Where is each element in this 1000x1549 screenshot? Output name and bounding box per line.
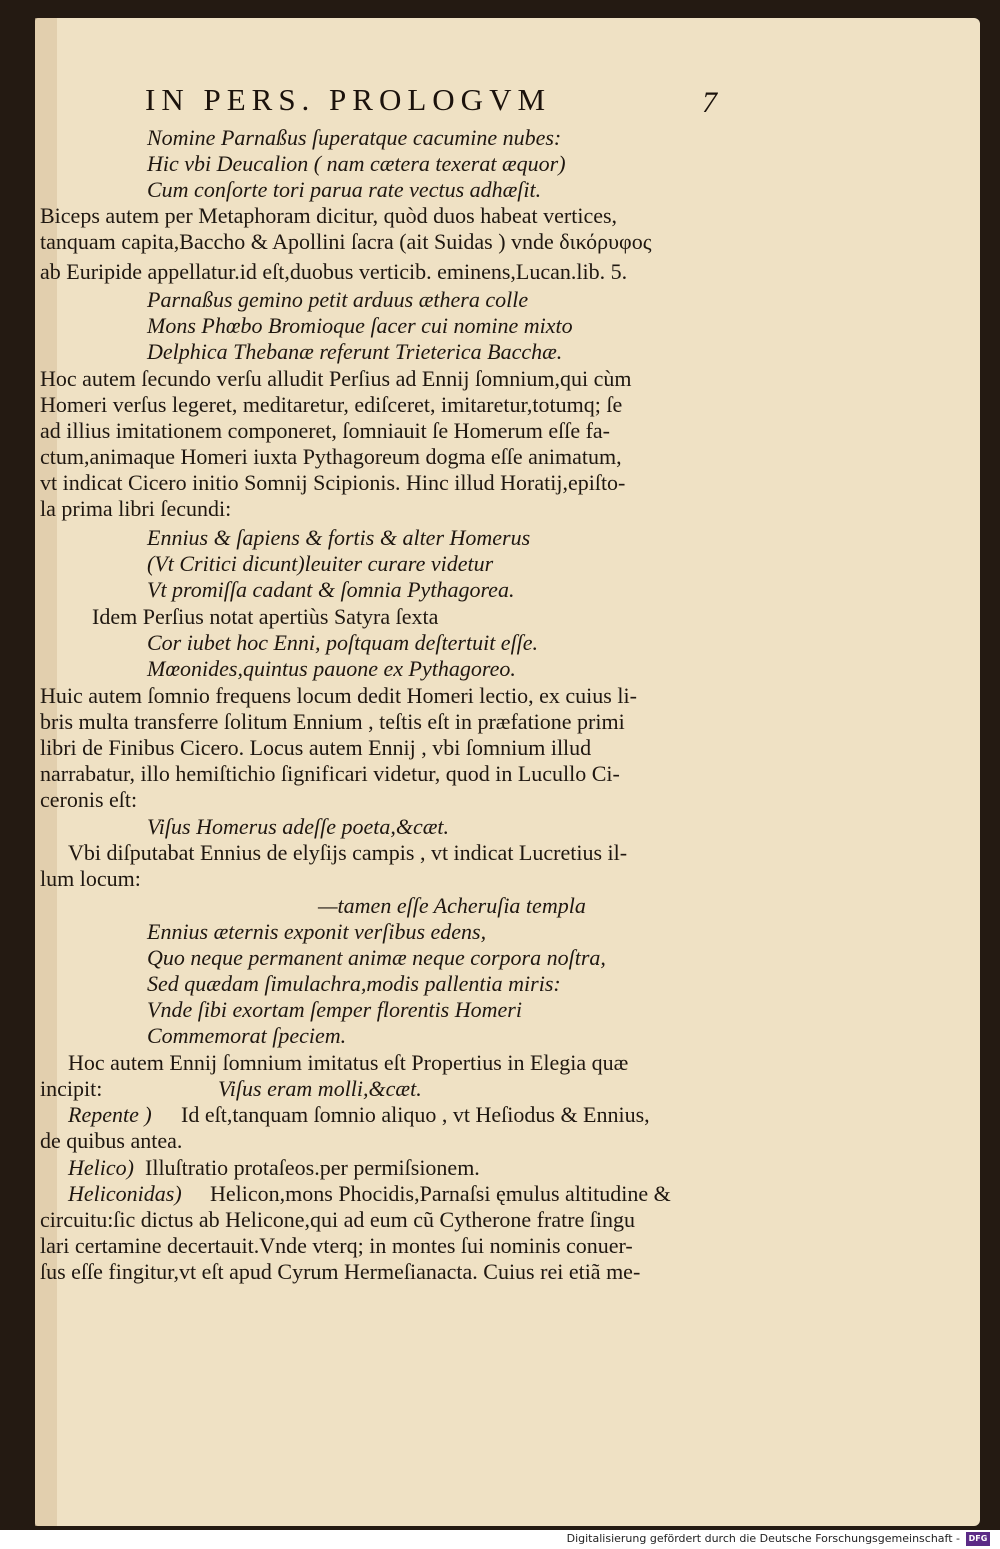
text-line: narrabatur, illo hemiſtichio ſignificari videtur, quod in Lucullo Ci-: [40, 761, 620, 786]
text-line: Homeri verſus legeret, meditaretur, ediſceret, imitaretur,totumq; ſe: [40, 392, 623, 417]
text-line: Idem Perſius notat apertiùs Satyra ſexta: [92, 604, 439, 629]
text-line: Ennius æternis exponit verſibus edens,: [147, 919, 487, 944]
text-line: Hic vbi Deucalion ( nam cætera texerat æquor): [147, 151, 566, 176]
text-line: vt indicat Cicero initio Somnij Scipionis. Hinc illud Horatij,epiſto-: [40, 470, 626, 495]
text-line: Sed quædam ſimulachra,modis pallentia miris:: [147, 971, 561, 996]
dfg-logo: DFG: [966, 1532, 990, 1546]
text-line: ad illius imitationem componeret, ſomniauit ſe Homerum eſſe fa-: [40, 418, 611, 443]
page-number: 7: [702, 86, 717, 119]
text-line: Huic autem ſomnio frequens locum dedit Homeri lectio, ex cuius li-: [40, 683, 637, 708]
text-line: Delphica Thebanæ referunt Trieterica Bacchæ.: [147, 339, 563, 364]
text-line: incipit:: [40, 1076, 103, 1101]
text-line: Mons Phœbo Bromioque ſacer cui nomine mixto: [147, 313, 573, 338]
running-title: IN PERS. PROLOGVM: [145, 82, 552, 117]
text-line: Vt promiſſa cadant & ſomnia Pythagorea.: [147, 577, 515, 602]
text-line: Quo neque permanent animæ neque corpora noſtra,: [147, 945, 606, 970]
text-line: Id eſt,tanquam ſomnio aliquo , vt Heſiodus & Ennius,: [181, 1102, 650, 1127]
text-line: libri de Finibus Cicero. Locus autem Ennij , vbi ſomnium illud: [40, 735, 592, 760]
lemma: Repente ): [68, 1102, 152, 1127]
text-line: Vbi diſputabat Ennius de elyſijs campis , vt indicat Lucretius il-: [68, 840, 628, 865]
lemma: Helico): [68, 1155, 134, 1180]
text-line: Mœonides,quintus pauone ex Pythagoreo.: [147, 656, 516, 681]
text-line: tanquam capita,Baccho & Apollini ſacra (ait Suidas ) vnde δικόρυφος: [40, 229, 652, 254]
text-line: Viſus Homerus adeſſe poeta,&cæt.: [147, 814, 450, 839]
text-line: Hoc autem ſecundo verſu alludit Perſius ad Ennij ſomnium,qui cùm: [40, 366, 632, 391]
text-line: ctum,animaque Homeri iuxta Pythagoreum dogma eſſe animatum,: [40, 444, 622, 469]
text-line: bris multa transferre ſolitum Ennium , teſtis eſt in præfatione primi: [40, 709, 625, 734]
text-line: Viſus eram molli,&cæt.: [218, 1076, 422, 1101]
text-line: Parnaßus gemino petit arduus æthera colle: [147, 287, 529, 312]
text-line: ſus eſſe fingitur,vt eſt apud Cyrum Hermeſianacta. Cuius rei etiã me-: [40, 1259, 641, 1284]
text-line: Helicon,mons Phocidis,Parnaſsi ęmulus altitudine &: [210, 1181, 671, 1206]
text-line: de quibus antea.: [40, 1128, 183, 1153]
text-line: Ennius & ſapiens & fortis & alter Homerus: [147, 525, 531, 550]
lemma: Heliconidas): [68, 1181, 182, 1206]
text-line: lari certamine decertauit.Vnde vterq; in montes ſui nominis conuer-: [40, 1233, 633, 1258]
text-line: la prima libri ſecundi:: [40, 496, 232, 521]
text-line: Biceps autem per Metaphoram dicitur, quòd duos habeat vertices,: [40, 203, 618, 228]
text-line: Commemorat ſpeciem.: [147, 1023, 347, 1048]
text-line: ab Euripide appellatur.id eſt,duobus verticib. eminens,Lucan.lib. 5.: [40, 259, 628, 284]
text-line: ceronis eſt:: [40, 787, 138, 812]
text-line: lum locum:: [40, 866, 141, 891]
text-line: Cor iubet hoc Enni, poſtquam deſtertuit eſſe.: [147, 630, 539, 655]
text-line: Illuſtratio protaſeos.per permiſsionem.: [145, 1155, 480, 1180]
text-line: Hoc autem Ennij ſomnium imitatus eſt Propertius in Elegia quæ: [68, 1050, 629, 1075]
text-line: (Vt Critici dicunt)leuiter curare videtur: [147, 551, 494, 576]
text-line: Cum conſorte tori parua rate vectus adhæſit.: [147, 177, 542, 202]
text-line: —tamen eſſe Acheruſia templa: [318, 893, 586, 918]
text-line: Vnde ſibi exortam ſemper florentis Homeri: [147, 997, 522, 1022]
text-line: circuitu:ſic dictus ab Helicone,qui ad eum cũ Cytherone fratre ſingu: [40, 1207, 636, 1232]
funding-credit: Digitalisierung gefördert durch die Deutsche Forschungsgemeinschaft -: [566, 1532, 960, 1545]
footer-bar: [0, 1530, 1000, 1549]
text-line: Nomine Parnaßus ſuperatque cacumine nubes:: [147, 125, 562, 150]
